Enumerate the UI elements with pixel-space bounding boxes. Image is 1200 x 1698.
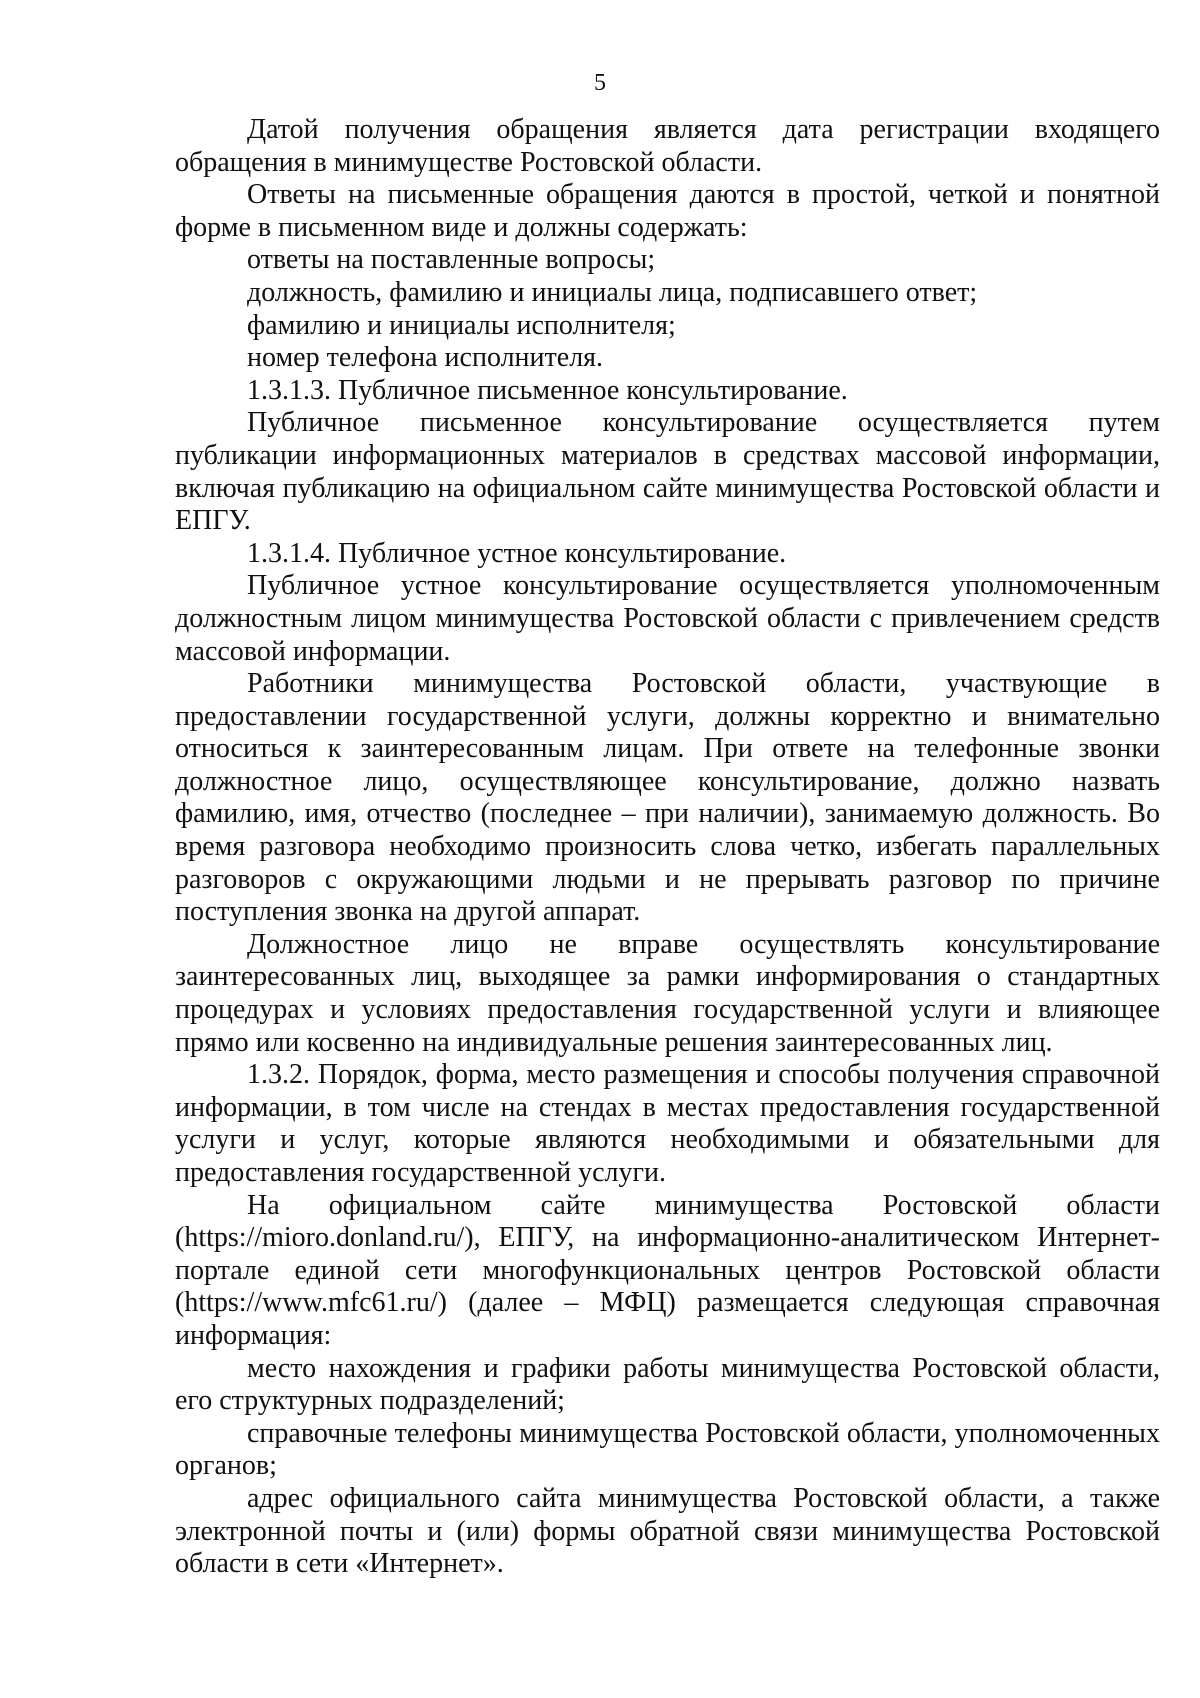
paragraph: На официальном сайте минимущества Ростовской области (https://mioro.donland.ru/), ЕПГУ, на информационно-аналитическом Интернет-портале единой сети многофункциональных центров Ростовской области (https://www.mfc61.ru/) (далее – МФЦ) размещается следующая справочная информация: — [175, 1189, 1160, 1351]
list-item: фамилию и инициалы исполнителя; — [247, 309, 676, 341]
paragraph: Публичное письменное консультирование осуществляется путем публикации информационных материалов в средствах массовой информации, включая публикацию на официальном сайте минимущества Ростовской области и ЕПГУ. — [175, 407, 1160, 537]
page-number: 5 — [594, 70, 606, 96]
section-heading: 1.3.2. Порядок, форма, место размещения и способы получения справочной информации, в том числе на стендах в местах предоставления государственной услуги и услуг, которые являются необходимыми и обязательными для предоставления государственной услуги. — [175, 1059, 1160, 1188]
list-item: справочные телефоны минимущества Ростовской области, уполномоченных органов; — [175, 1417, 1160, 1482]
list-item: ответы на поставленные вопросы; — [247, 244, 656, 276]
paragraph: Публичное устное консультирование осуществляется уполномоченным должностным лицом минимущества Ростовской области с привлечением средств массовой информации. — [175, 570, 1160, 667]
list-item: номер телефона исполнителя. — [247, 342, 604, 374]
section-heading: 1.3.1.4. Публичное устное консультирование. — [247, 537, 787, 569]
list-item: место нахождения и графики работы минимущества Ростовской области, его структурных подразделений; — [175, 1352, 1160, 1417]
paragraph: Должностное лицо не вправе осуществлять консультирование заинтересованных лиц, выходящее за рамки информирования о стандартных процедурах и условиях предоставления государственной услуги и влияющее прямо или косвенно на индивидуальные решения заинтересованных лиц. — [175, 928, 1160, 1058]
paragraph: Работники минимущества Ростовской области, участвующие в предоставлении государственной услуги, должны корректно и внимательно относиться к заинтересованным лицам. При ответе на телефонные звонки должностное лицо, осуществляющее консультирование, должно назвать фамилию, имя, отчество (последнее – при наличии), занимаемую должность. Во время разговора необходимо произносить слова четко, избегать параллельных разговоров с окружающими людьми и не прерывать разговор по причине поступления звонка на другой аппарат. — [175, 668, 1160, 928]
document-body — [175, 114, 1160, 1581]
list-item: должность, фамилию и инициалы лица, подписавшего ответ; — [247, 276, 978, 308]
paragraph: Датой получения обращения является дата регистрации входящего обращения в минимуществе Ростовской области. — [175, 114, 1160, 178]
paragraph: Ответы на письменные обращения даются в простой, четкой и понятной форме в письменном виде и должны содержать: — [175, 179, 1160, 243]
list-item: адрес официального сайта минимущества Ростовской области, а также электронной почты и (или) формы обратной связи минимущества Ростовской области в сети «Интернет». — [175, 1482, 1160, 1580]
section-heading: 1.3.1.3. Публичное письменное консультирование. — [247, 374, 848, 406]
